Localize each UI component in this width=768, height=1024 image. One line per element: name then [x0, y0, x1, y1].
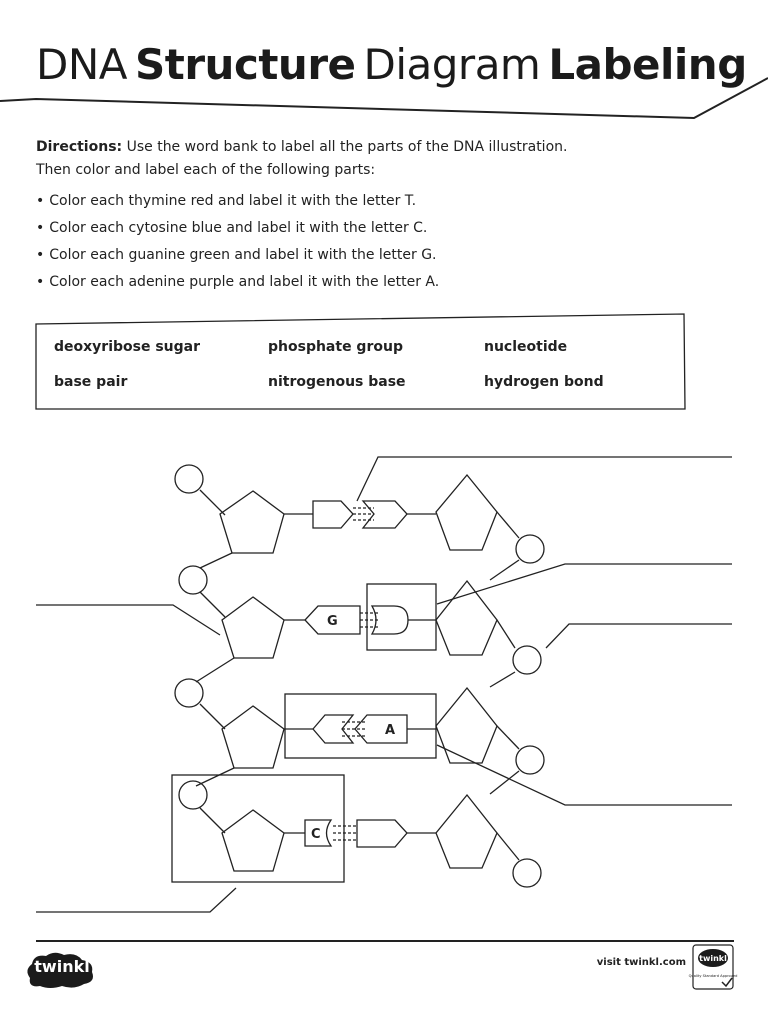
- sugar-pentagon: [220, 491, 284, 553]
- instruction-cytosine: • Color each cytosine blue and label it with the letter C.: [36, 217, 716, 244]
- phosphate-circle: [175, 465, 203, 493]
- badge-caption: Quality Standard Approved: [688, 974, 738, 978]
- base-label-a: A: [385, 723, 396, 738]
- sugar-pentagon: [222, 810, 284, 871]
- hydrogen-bonds: [360, 613, 380, 627]
- sugar-pentagon: [222, 706, 284, 768]
- base-label-c: C: [311, 827, 321, 842]
- nitrogenous-base: [357, 820, 407, 847]
- title-part-dna: DNA: [36, 40, 127, 89]
- label-leader-lines: [36, 457, 732, 912]
- phosphate-circle: [516, 746, 544, 774]
- phosphate-circle: [513, 859, 541, 887]
- phosphate-circle: [179, 566, 207, 594]
- title-part-labeling: Labeling: [548, 40, 747, 89]
- base-label-g: G: [327, 614, 338, 629]
- phosphate-circle: [179, 781, 207, 809]
- word-bank-nitrogenous-base: nitrogenous base: [268, 374, 406, 390]
- label-line: [437, 745, 732, 805]
- word-bank-nucleotide: nucleotide: [484, 339, 568, 355]
- base-pair-row-2: [284, 584, 436, 650]
- badge-logo-text: twinkl: [699, 954, 727, 963]
- sugar-pentagon: [436, 581, 497, 655]
- label-box: [367, 584, 436, 650]
- instruction-guanine: • Color each guanine green and label it with the letter G.: [36, 244, 716, 271]
- directions-line-1: Use the word bank to label all the parts of the DNA illustration.: [126, 139, 568, 155]
- right-sugars: [436, 475, 497, 868]
- word-bank-hydrogen-bond: hydrogen bond: [484, 374, 604, 390]
- word-bank-phosphate-group: phosphate group: [268, 339, 403, 355]
- sugar-pentagon: [436, 475, 497, 550]
- left-sugars: [220, 491, 284, 871]
- label-line: [36, 605, 220, 635]
- label-line: [546, 624, 732, 648]
- label-line: [437, 564, 732, 604]
- hydrogen-bonds: [333, 826, 357, 840]
- right-phosphate-groups: [513, 535, 544, 887]
- sugar-pentagon: [436, 795, 497, 868]
- title-part-diagram: Diagram: [363, 40, 541, 89]
- phosphate-circle: [513, 646, 541, 674]
- directions-line-2: Then color and label each of the following parts:: [36, 162, 376, 178]
- nitrogenous-base: [313, 501, 353, 528]
- phosphate-circle: [175, 679, 203, 707]
- instruction-thymine: • Color each thymine red and label it with the letter T.: [36, 190, 716, 217]
- left-phosphate-groups: [175, 465, 207, 809]
- right-backbone: [490, 512, 519, 860]
- title-part-structure: Structure: [135, 40, 356, 89]
- word-bank-base-pair: base pair: [54, 374, 128, 390]
- word-bank-deoxyribose-sugar: deoxyribose sugar: [54, 339, 201, 355]
- footer-url-link[interactable]: visit twinkl.com: [596, 957, 686, 968]
- quality-standard-badge-icon: [688, 944, 738, 990]
- footer-divider: [36, 940, 734, 942]
- directions-label: Directions:: [36, 139, 123, 155]
- sugar-pentagon: [222, 597, 284, 658]
- base-pair-row-3: [284, 694, 436, 758]
- base-pair-row-4: [172, 775, 436, 882]
- label-line: [36, 888, 236, 912]
- sugar-pentagon: [436, 688, 497, 763]
- twinkl-logo-text: twinkl: [34, 957, 90, 976]
- instruction-adenine: • Color each adenine purple and label it with the letter A.: [36, 271, 716, 298]
- label-line: [357, 457, 732, 501]
- label-box: [285, 694, 436, 758]
- base-pair-row-1: [284, 501, 436, 528]
- phosphate-circle: [516, 535, 544, 563]
